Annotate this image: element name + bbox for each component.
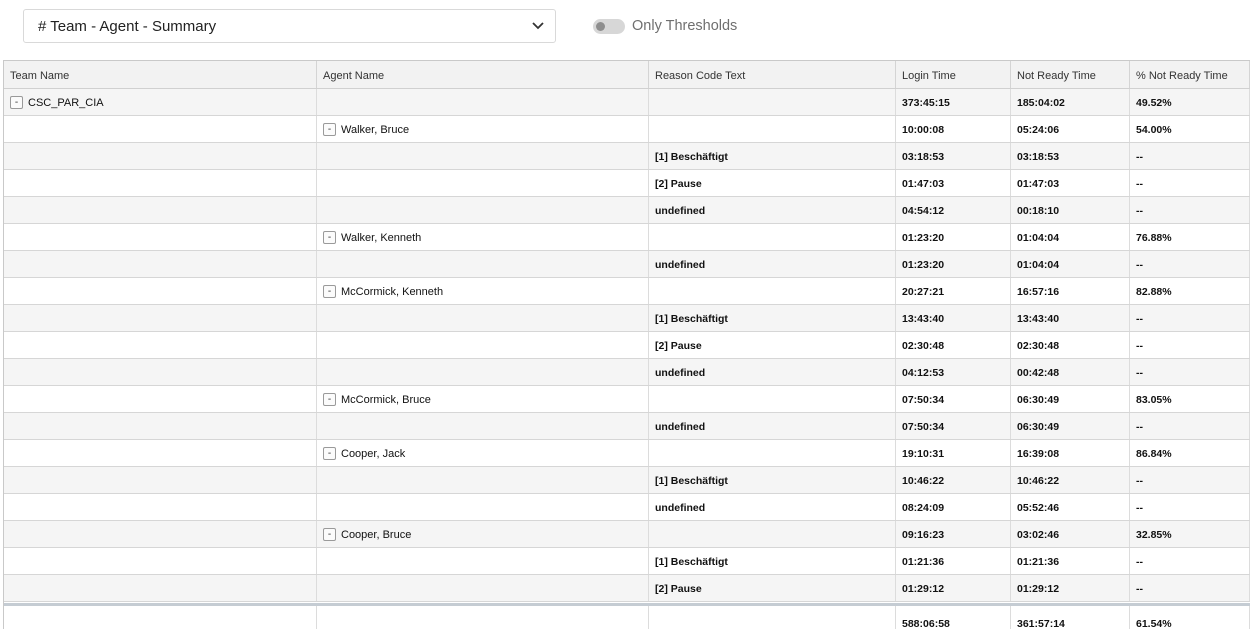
agent-name-cell xyxy=(317,521,649,547)
toggle-knob xyxy=(596,22,605,31)
header-not-ready-time[interactable]: Not Ready Time xyxy=(1011,61,1130,88)
agent-name-cell xyxy=(317,170,649,196)
table-row[interactable] xyxy=(4,278,1250,305)
not-ready-time-cell: 01:47:03 xyxy=(1011,170,1130,196)
report-grid xyxy=(3,60,1250,629)
table-row[interactable] xyxy=(4,548,1250,575)
reason-code-cell: undefined xyxy=(649,359,896,385)
agent-name-label: Walker, Bruce xyxy=(341,124,410,136)
reason-code-cell xyxy=(649,116,896,142)
reason-code-cell: [1] Beschäftigt xyxy=(649,467,896,493)
reason-code-cell: [2] Pause xyxy=(649,170,896,196)
table-row[interactable] xyxy=(4,386,1250,413)
collapse-toggle-icon[interactable]: - xyxy=(10,96,23,109)
report-toolbar xyxy=(0,0,1250,56)
totals-reason-cell xyxy=(649,606,896,629)
reason-code-cell xyxy=(649,224,896,250)
table-row[interactable] xyxy=(4,89,1250,116)
table-row[interactable] xyxy=(4,359,1250,386)
reason-code-cell xyxy=(649,440,896,466)
pct-not-ready-cell: -- xyxy=(1130,359,1250,385)
pct-not-ready-cell: -- xyxy=(1130,467,1250,493)
totals-not-ready-time: 361:57:14 xyxy=(1011,606,1130,629)
login-time-cell: 373:45:15 xyxy=(896,89,1011,115)
team-name-cell xyxy=(4,467,317,493)
table-row[interactable] xyxy=(4,467,1250,494)
pct-not-ready-cell: -- xyxy=(1130,251,1250,277)
team-name-cell xyxy=(4,197,317,223)
not-ready-time-cell: 03:18:53 xyxy=(1011,143,1130,169)
team-name-cell xyxy=(4,521,317,547)
team-name-cell xyxy=(4,359,317,385)
agent-name-cell xyxy=(317,305,649,331)
agent-name-cell xyxy=(317,89,649,115)
table-row[interactable] xyxy=(4,224,1250,251)
agent-name-cell xyxy=(317,224,649,250)
team-name-cell xyxy=(4,440,317,466)
team-name-cell xyxy=(4,251,317,277)
not-ready-time-cell: 01:04:04 xyxy=(1011,224,1130,250)
reason-code-cell xyxy=(649,521,896,547)
table-row[interactable] xyxy=(4,197,1250,224)
pct-not-ready-cell: -- xyxy=(1130,170,1250,196)
pct-not-ready-cell: 49.52% xyxy=(1130,89,1250,115)
pct-not-ready-cell: -- xyxy=(1130,305,1250,331)
login-time-cell: 01:23:20 xyxy=(896,251,1011,277)
header-team-name[interactable]: Team Name xyxy=(4,61,317,88)
team-name-cell xyxy=(4,116,317,142)
reason-code-cell: [2] Pause xyxy=(649,332,896,358)
header-reason-code-text[interactable]: Reason Code Text xyxy=(649,61,896,88)
table-row[interactable] xyxy=(4,116,1250,143)
not-ready-time-cell: 13:43:40 xyxy=(1011,305,1130,331)
table-row[interactable] xyxy=(4,494,1250,521)
agent-name-label: Walker, Kenneth xyxy=(341,232,422,244)
login-time-cell: 01:21:36 xyxy=(896,548,1011,574)
login-time-cell: 07:50:34 xyxy=(896,386,1011,412)
collapse-toggle-icon[interactable]: - xyxy=(323,231,336,244)
agent-name-cell xyxy=(317,278,649,304)
reason-code-cell: undefined xyxy=(649,251,896,277)
team-name-cell xyxy=(4,305,317,331)
team-name-label: CSC_PAR_CIA xyxy=(28,97,104,109)
totals-login-time: 588:06:58 xyxy=(896,606,1011,629)
pct-not-ready-cell: 83.05% xyxy=(1130,386,1250,412)
grid-header xyxy=(4,61,1250,89)
agent-name-cell xyxy=(317,251,649,277)
not-ready-time-cell: 16:39:08 xyxy=(1011,440,1130,466)
login-time-cell: 04:12:53 xyxy=(896,359,1011,385)
reason-code-cell: [1] Beschäftigt xyxy=(649,548,896,574)
table-row[interactable] xyxy=(4,440,1250,467)
login-time-cell: 03:18:53 xyxy=(896,143,1011,169)
table-row[interactable] xyxy=(4,332,1250,359)
login-time-cell: 09:16:23 xyxy=(896,521,1011,547)
table-row[interactable] xyxy=(4,170,1250,197)
collapse-toggle-icon[interactable]: - xyxy=(323,528,336,541)
agent-name-label: McCormick, Bruce xyxy=(341,394,431,406)
not-ready-time-cell: 00:18:10 xyxy=(1011,197,1130,223)
table-row[interactable] xyxy=(4,413,1250,440)
login-time-cell: 07:50:34 xyxy=(896,413,1011,439)
pct-not-ready-cell: -- xyxy=(1130,143,1250,169)
not-ready-time-cell: 01:29:12 xyxy=(1011,575,1130,601)
table-row[interactable] xyxy=(4,305,1250,332)
pct-not-ready-cell: 54.00% xyxy=(1130,116,1250,142)
reason-code-cell xyxy=(649,89,896,115)
login-time-cell: 13:43:40 xyxy=(896,305,1011,331)
login-time-cell: 10:00:08 xyxy=(896,116,1011,142)
totals-row xyxy=(4,606,1250,629)
totals-pct-not-ready: 61.54% xyxy=(1130,606,1250,629)
agent-name-cell xyxy=(317,467,649,493)
reason-code-cell: [2] Pause xyxy=(649,575,896,601)
agent-name-cell xyxy=(317,440,649,466)
not-ready-time-cell: 01:21:36 xyxy=(1011,548,1130,574)
header-pct-not-ready-time[interactable]: % Not Ready Time xyxy=(1130,61,1250,88)
chevron-down-icon xyxy=(531,21,545,31)
login-time-cell: 02:30:48 xyxy=(896,332,1011,358)
agent-name-cell xyxy=(317,359,649,385)
agent-name-cell xyxy=(317,143,649,169)
only-thresholds-toggle[interactable] xyxy=(593,19,625,34)
pct-not-ready-cell: -- xyxy=(1130,197,1250,223)
table-row[interactable] xyxy=(4,521,1250,548)
table-row[interactable] xyxy=(4,575,1250,602)
login-time-cell: 01:29:12 xyxy=(896,575,1011,601)
collapse-toggle-icon[interactable]: - xyxy=(323,123,336,136)
pct-not-ready-cell: -- xyxy=(1130,494,1250,520)
agent-name-cell xyxy=(317,197,649,223)
reason-code-cell: undefined xyxy=(649,494,896,520)
login-time-cell: 01:23:20 xyxy=(896,224,1011,250)
team-name-cell xyxy=(4,575,317,601)
agent-name-label: McCormick, Kenneth xyxy=(341,286,444,298)
not-ready-time-cell: 05:52:46 xyxy=(1011,494,1130,520)
pct-not-ready-cell: -- xyxy=(1130,413,1250,439)
team-name-cell xyxy=(4,278,317,304)
pct-not-ready-cell: 32.85% xyxy=(1130,521,1250,547)
agent-name-cell xyxy=(317,548,649,574)
pct-not-ready-cell: -- xyxy=(1130,332,1250,358)
only-thresholds-label: Only Thresholds xyxy=(632,18,738,34)
agent-name-cell xyxy=(317,413,649,439)
team-name-cell xyxy=(4,494,317,520)
report-select-dropdown[interactable] xyxy=(23,9,556,43)
login-time-cell: 20:27:21 xyxy=(896,278,1011,304)
header-agent-name[interactable]: Agent Name xyxy=(317,61,649,88)
agent-name-label: Cooper, Bruce xyxy=(341,529,412,541)
header-login-time[interactable]: Login Time xyxy=(896,61,1011,88)
agent-name-label: Cooper, Jack xyxy=(341,448,406,460)
not-ready-time-cell: 00:42:48 xyxy=(1011,359,1130,385)
pct-not-ready-cell: -- xyxy=(1130,548,1250,574)
team-name-cell xyxy=(4,224,317,250)
reason-code-cell xyxy=(649,386,896,412)
pct-not-ready-cell: -- xyxy=(1130,575,1250,601)
reason-code-cell xyxy=(649,278,896,304)
reason-code-cell: undefined xyxy=(649,197,896,223)
team-name-cell xyxy=(4,332,317,358)
agent-name-cell xyxy=(317,386,649,412)
not-ready-time-cell: 10:46:22 xyxy=(1011,467,1130,493)
login-time-cell: 01:47:03 xyxy=(896,170,1011,196)
totals-team-cell xyxy=(4,606,317,629)
login-time-cell: 08:24:09 xyxy=(896,494,1011,520)
table-row[interactable] xyxy=(4,251,1250,278)
pct-not-ready-cell: 76.88% xyxy=(1130,224,1250,250)
agent-name-cell xyxy=(317,494,649,520)
team-name-cell xyxy=(4,386,317,412)
not-ready-time-cell: 02:30:48 xyxy=(1011,332,1130,358)
not-ready-time-cell: 16:57:16 xyxy=(1011,278,1130,304)
login-time-cell: 04:54:12 xyxy=(896,197,1011,223)
login-time-cell: 10:46:22 xyxy=(896,467,1011,493)
not-ready-time-cell: 185:04:02 xyxy=(1011,89,1130,115)
collapse-toggle-icon[interactable]: - xyxy=(323,447,336,460)
pct-not-ready-cell: 82.88% xyxy=(1130,278,1250,304)
report-select-value: # Team - Agent - Summary xyxy=(38,18,217,35)
team-name-cell xyxy=(4,548,317,574)
collapse-toggle-icon[interactable]: - xyxy=(323,393,336,406)
reason-code-cell: undefined xyxy=(649,413,896,439)
reason-code-cell: [1] Beschäftigt xyxy=(649,305,896,331)
agent-name-cell xyxy=(317,332,649,358)
team-name-cell xyxy=(4,413,317,439)
not-ready-time-cell: 03:02:46 xyxy=(1011,521,1130,547)
table-row[interactable] xyxy=(4,143,1250,170)
not-ready-time-cell: 01:04:04 xyxy=(1011,251,1130,277)
not-ready-time-cell: 06:30:49 xyxy=(1011,386,1130,412)
not-ready-time-cell: 05:24:06 xyxy=(1011,116,1130,142)
reason-code-cell: [1] Beschäftigt xyxy=(649,143,896,169)
agent-name-cell xyxy=(317,575,649,601)
pct-not-ready-cell: 86.84% xyxy=(1130,440,1250,466)
agent-name-cell xyxy=(317,116,649,142)
collapse-toggle-icon[interactable]: - xyxy=(323,285,336,298)
team-name-cell xyxy=(4,170,317,196)
team-name-cell xyxy=(4,143,317,169)
totals-agent-cell xyxy=(317,606,649,629)
login-time-cell: 19:10:31 xyxy=(896,440,1011,466)
team-name-cell xyxy=(4,89,317,115)
not-ready-time-cell: 06:30:49 xyxy=(1011,413,1130,439)
